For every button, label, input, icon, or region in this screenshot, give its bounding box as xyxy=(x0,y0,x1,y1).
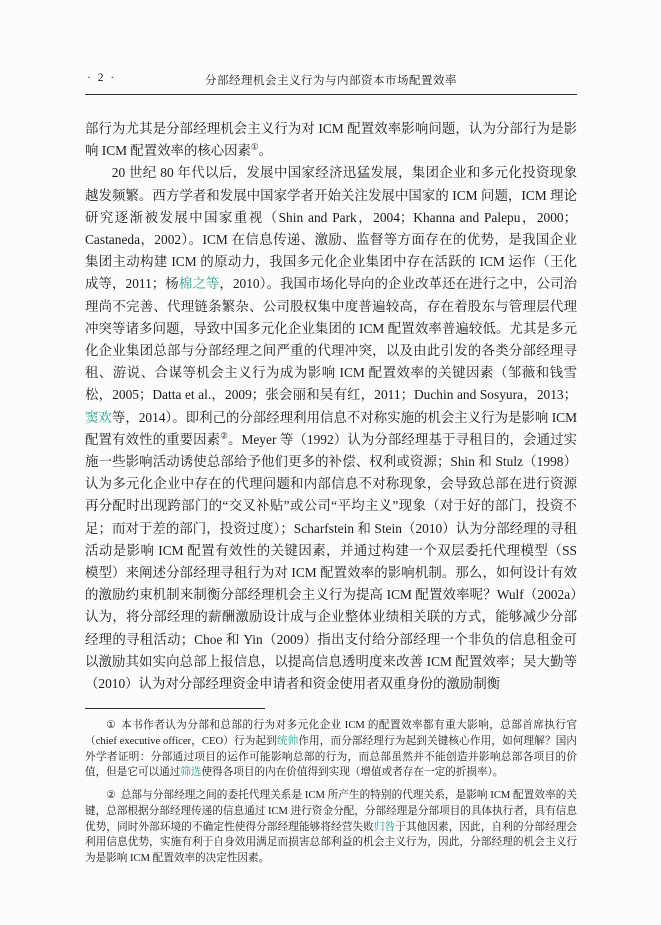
text-run: 本书作者认为分部和总部的行为对多元化企业 ICM 的配置效率都有重大影响，总部首席执行官（chief executive officer，CEO）行为起到 xyxy=(85,720,577,747)
text-run: 。Meyer 等（1992）认为分部经理基于寻租目的，会通过实施一些影响活动诱使总部给予他们更多的补偿、权利或资源；Shin 和 Stulz（1998）认为多元化企业中存在的代理问题和内部信息不对称现象，会导致总部在进行资源再分配时出现跨部门的“交叉补贴”或公司“平均主义”现象（对于好的部门，投资不足；而对于差的部门，投资过度）；Scharfstein 和 Stein（2010）认为分部经理的寻租活动是影响 ICM 配置有效性的关键因素，并通过构建一个双层委托代理模型（SS 模型）来阐述分部经理寻租行为对 ICM 配置效率的影响机制。那么，如何设计有效的激励约束机制来制衡分部经理机会主义行为提高 ICM 配置效率呢？Wulf（2002a）认为，将分部经理的薪酬激励设计成与企业整体业绩相关联的方式，能够减少分部经理的寻租活动；Choe 和 Yin（2009）指出支付给分部经理一个非负的信息租金可以激励其如实向总部上报信息，以提高信息透明度来改善 ICM 配置效率；吴大勤等（2010）认为对分部经理资金申请者和资金使用者双重身份的激励制衡 xyxy=(85,431,578,692)
footnote-list xyxy=(85,718,577,866)
page-content xyxy=(85,72,577,874)
paragraph xyxy=(85,162,577,695)
text-run: 筛选 xyxy=(180,767,202,779)
footnote xyxy=(85,718,577,781)
footnote-separator xyxy=(85,708,265,709)
text-run: 统帅 xyxy=(276,735,299,747)
text-run: 20 世纪 80 年代以后，发展中国家经济迅猛发展，集团企业和多元化投资现象越发频繁。西方学者和发展中国家学者开始关注发展中国家的 ICM 问题，ICM 理论研究逐渐被发展中国家重视（Shin and Park，2004；Khanna and Palepu，2000；Castaneda，2002）。ICM 在信息传递、激励、监督等方面存在的优势，是我国企业集团主动构建 ICM 的原动力，我国多元化企业集团中存在活跃的 ICM 运作（王化成等，2011；杨 xyxy=(85,165,577,292)
text-run: 归咎 xyxy=(373,821,396,833)
text-run: ，2010）。我国市场化导向的企业改革还在进行之中，公司治理尚不完善、代理链条繁杂、公司股权集中度普遍较高，存在着股东与管理层代理冲突等诸多问题，导致中国多元化企业集团的 ICM 配置效率普遍较低。尤其是多元化企业集团总部与分部经理之间严重的代理冲突，以及由此引发的各类分部经理寻租、游说、合谋等机会主义行为成为影响 ICM 配置效率的关键因素（邹薇和钱雪松，2005；Datta et al.，2009；张会丽和吴有红，2011；Duchin and Sosyura，2013； xyxy=(85,276,577,403)
text-run: 部行为尤其是分部经理机会主义行为对 ICM 配置效率影响问题，认为分部行为是影响 ICM 配置效率的核心因素 xyxy=(85,121,577,159)
footnote-reference-marker: ② xyxy=(220,430,228,441)
text-run: 。 xyxy=(258,143,272,159)
page-header xyxy=(85,72,577,87)
text-run: 窦欢 xyxy=(85,409,112,425)
text-run: 总部与分部经理之间的委托代理关系是 ICM 所产生的特别的代理关系，是影响 ICM 配置效率的关键，总部根据分部经理传递的信息通过 ICM 进行资金分配，分部经理是分部项目的具体执行者，具有信息优势，同时外部环境的不确定性使得分部经理能够将经营失败 xyxy=(85,790,577,833)
text-run: 棉之等 xyxy=(178,276,220,292)
footnote-reference-marker: ① xyxy=(250,141,259,152)
footnote-number: ② xyxy=(106,790,116,802)
text-run: 作用，而分部经理行为起到关键核心作用，如何理解？国内外学者证明：分部通过项目的运作可能影响总部的行为，而总部虽然并不能创造并影响总部各项目的价值，但是它可以通过 xyxy=(85,735,578,779)
paragraph xyxy=(85,118,577,162)
page-number: · 2 · xyxy=(87,72,117,84)
footnote-number: ① xyxy=(106,720,117,732)
text-run: 于其他因素，因此，自利的分部经理会利用信息优势，实施有利于自身效用满足而损害总部利益的机会主义行为，因此，分部经理的机会主义行为是影响 ICM 配置效率的决定性因素。 xyxy=(85,821,578,864)
running-title: 分部经理机会主义行为与内部资本市场配置效率 xyxy=(205,75,457,87)
footnote xyxy=(85,788,577,867)
header-rule xyxy=(85,94,577,95)
text-run: 等，2014）。即利己的分部经理利用信息不对称实施的机会主义行为是影响 ICM 配置有效性的重要因素 xyxy=(85,409,578,447)
text-run: 使得各项目的内在价值得到实现（增值或者存在一定的折损率）。 xyxy=(201,767,504,779)
body-text xyxy=(85,118,577,695)
